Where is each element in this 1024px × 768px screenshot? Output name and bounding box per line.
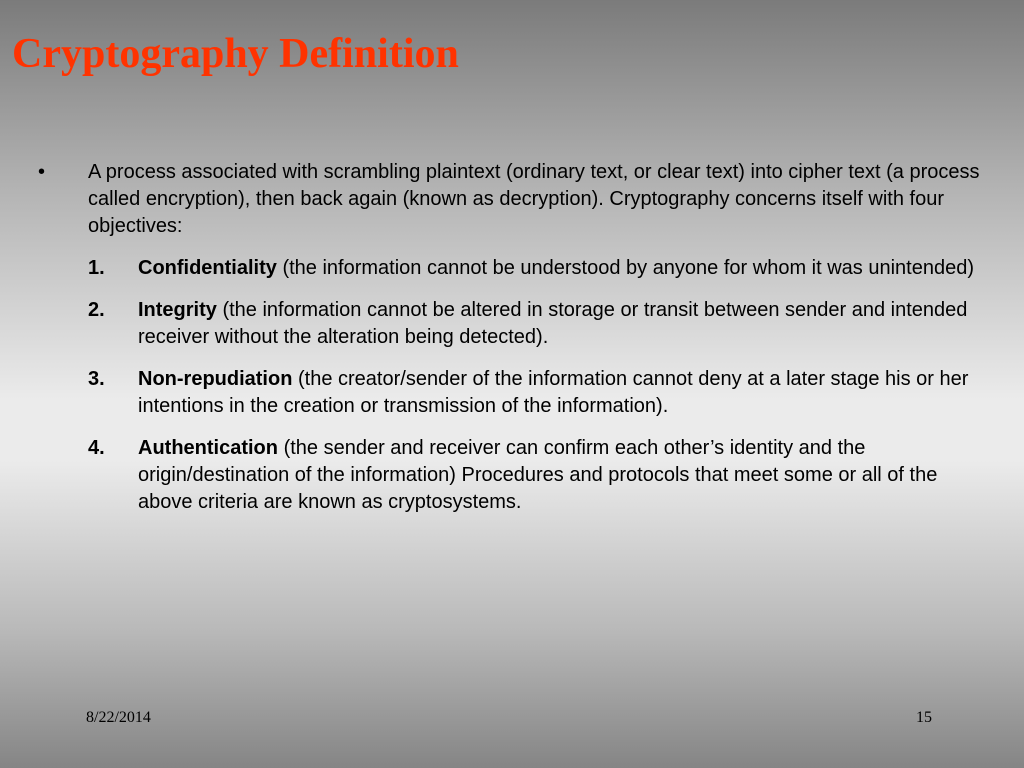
bullet-icon: • — [38, 161, 46, 183]
objective-term: Confidentiality — [138, 257, 277, 279]
objective-term: Integrity — [138, 299, 217, 321]
objective-number: 1. — [88, 257, 105, 279]
objective-number: 4. — [88, 437, 105, 459]
objective-text — [138, 435, 984, 516]
objectives-list — [34, 255, 984, 516]
objective-description: (the information cannot be altered in storage or transit between sender and intended receiver without the alteration being detected). — [138, 299, 968, 348]
objective-term: Authentication — [138, 437, 278, 459]
objective-description: (the creator/sender of the information cannot deny at a later stage his or her intentions in the creation or transmission of the information). — [138, 368, 969, 417]
objective-non-repudiation — [88, 366, 984, 420]
objective-text — [138, 366, 984, 420]
bullet-text: A process associated with scrambling plaintext (ordinary text, or clear text) into cipher text (a process called encryption), then back again (known as decryption). Cryptography concerns itself with four objectives: — [88, 161, 980, 237]
objective-number: 3. — [88, 368, 105, 390]
objective-description: (the information cannot be understood by anyone for whom it was unintended) — [282, 257, 974, 279]
objective-description: (the sender and receiver can confirm each other’s identity and the origin/destination of the information) Procedures and protocols that meet some or all of the above criteria are known as cryptosystems. — [138, 437, 938, 513]
objective-authentication — [88, 435, 984, 516]
bullet-item — [34, 159, 984, 240]
objective-text — [138, 255, 984, 282]
objective-confidentiality — [88, 255, 984, 282]
slide-title: Cryptography Definition — [12, 31, 459, 77]
slide-content — [34, 159, 984, 516]
objective-integrity — [88, 297, 984, 351]
footer-page-number: 15 — [916, 709, 932, 726]
objective-number: 2. — [88, 299, 105, 321]
objective-term: Non-repudiation — [138, 368, 293, 390]
footer-date: 8/22/2014 — [86, 709, 151, 726]
objective-text — [138, 297, 984, 351]
